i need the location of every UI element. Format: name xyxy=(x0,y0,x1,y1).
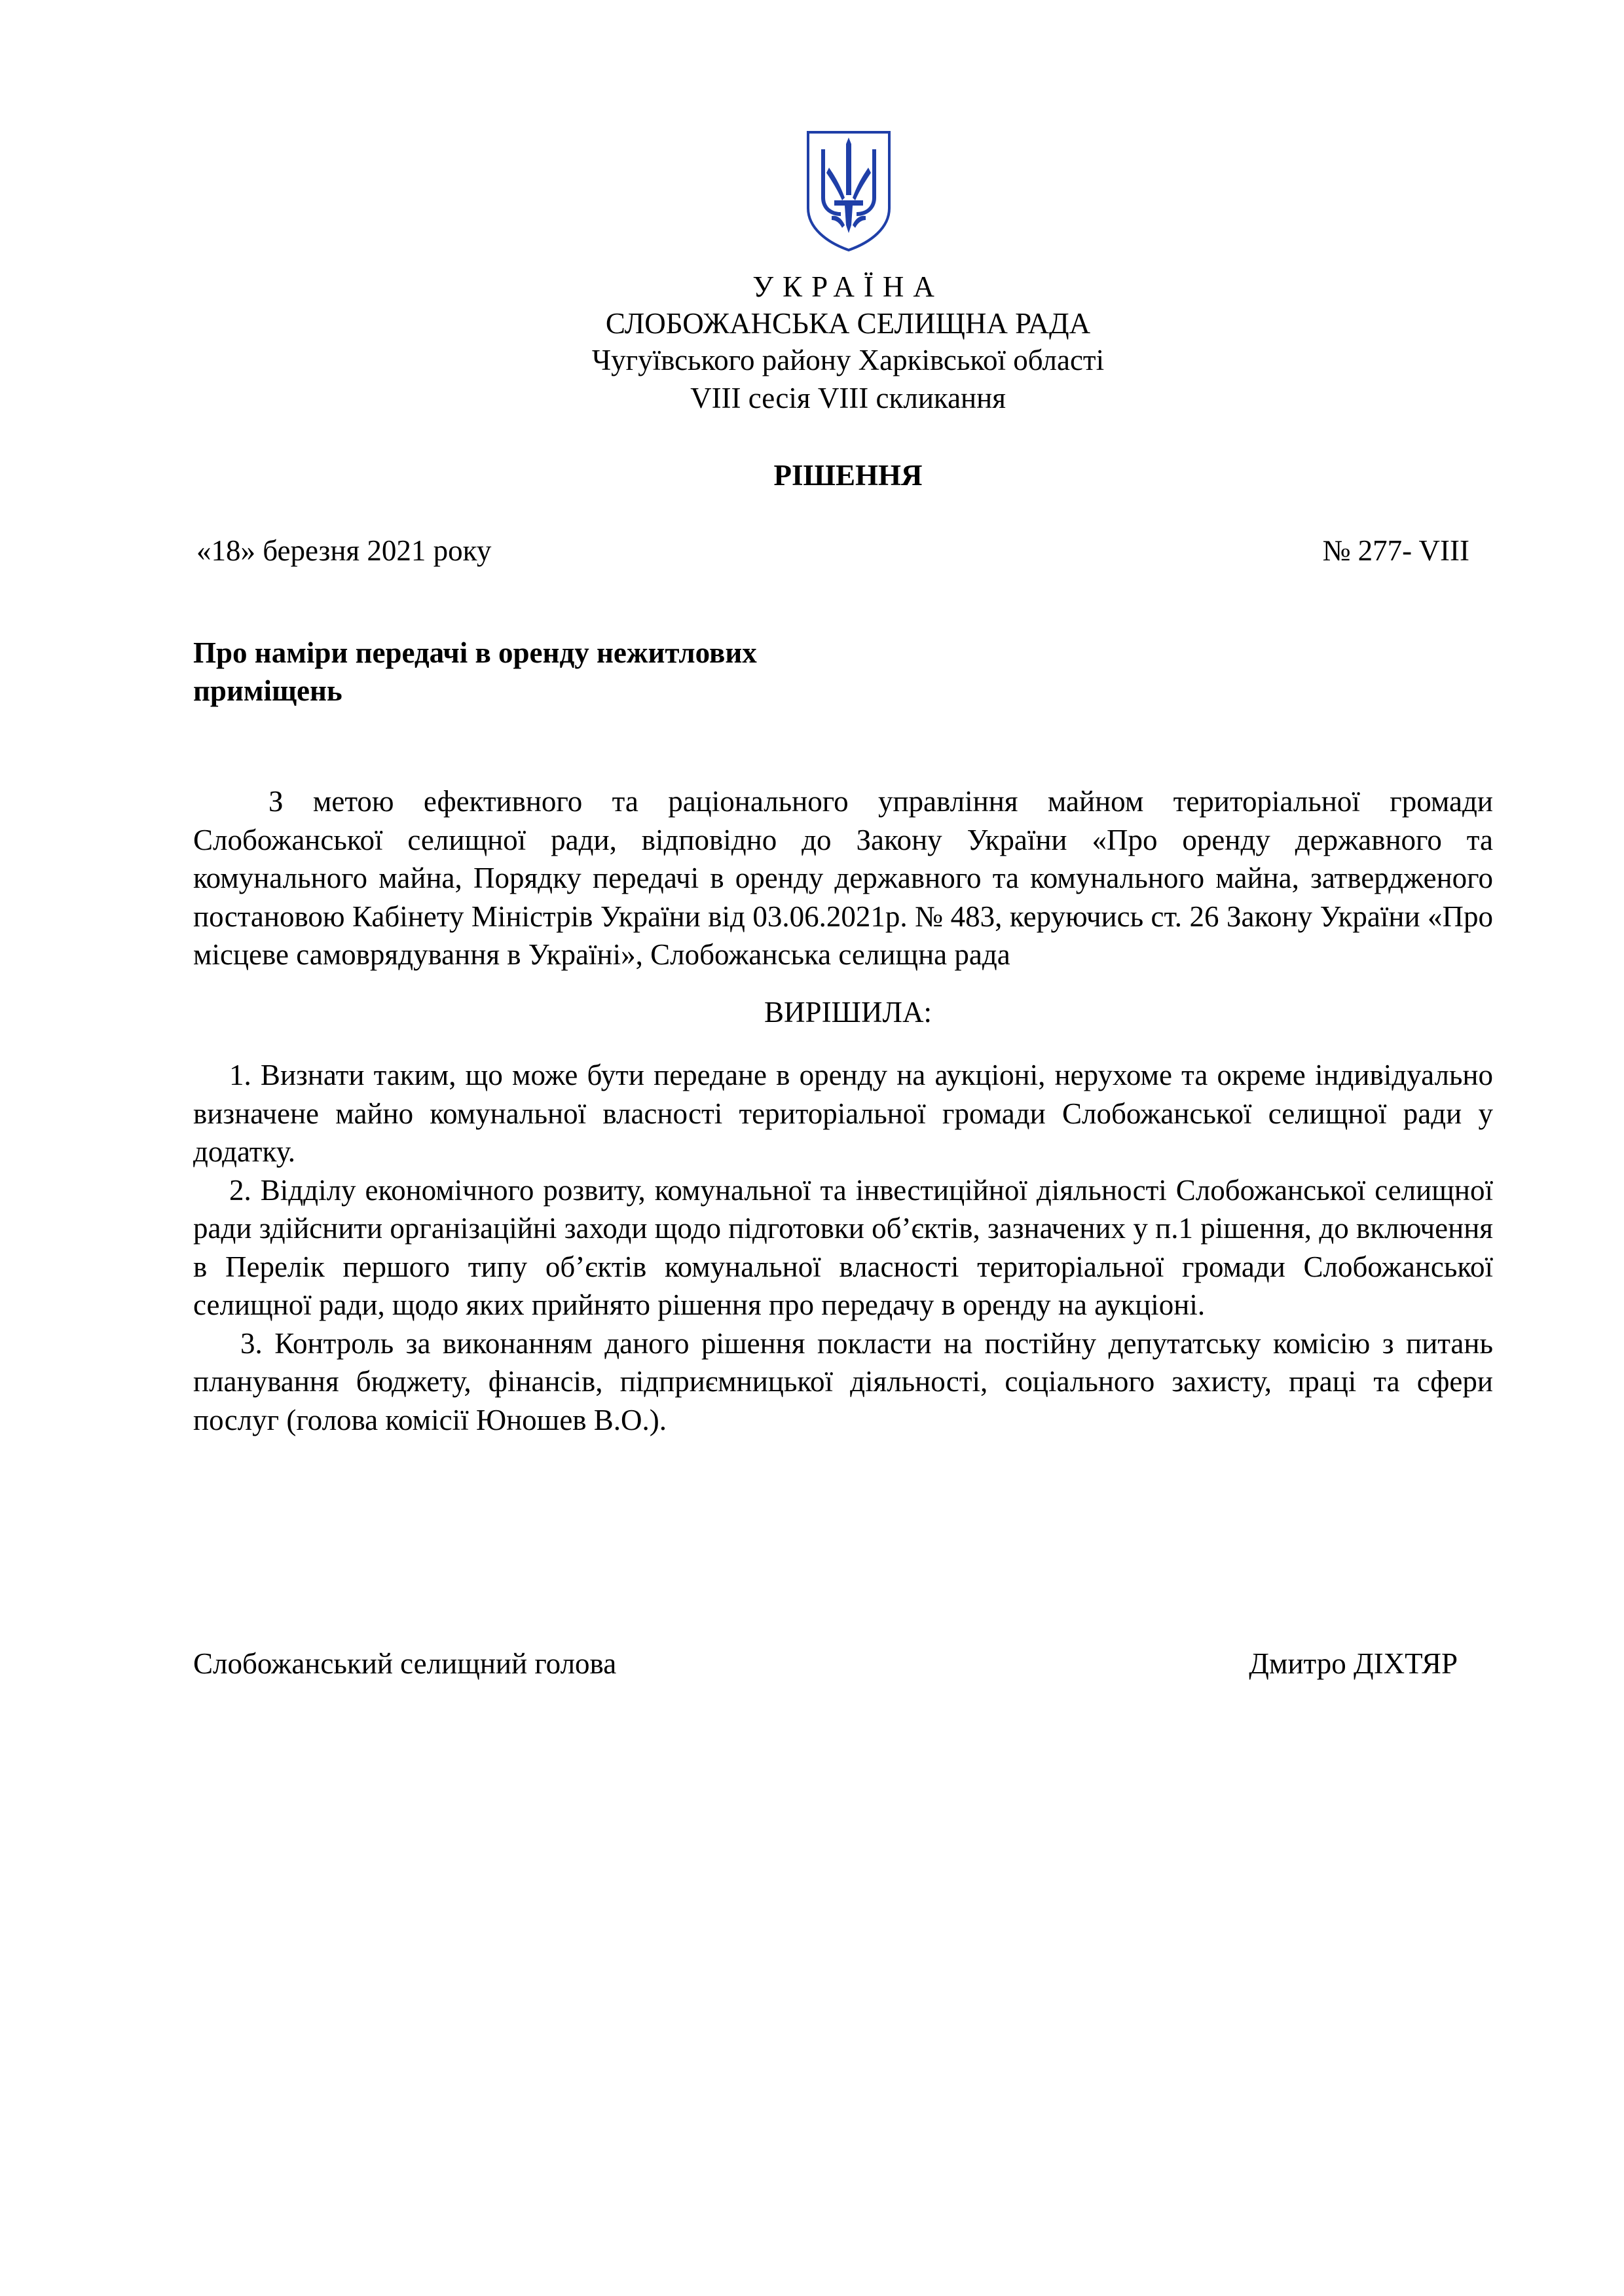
subject-line-1: Про наміри передачі в оренду нежитлових xyxy=(193,636,757,669)
resolved-heading: ВИРІШИЛА: xyxy=(764,996,932,1029)
session-info: VIII сесія VIII скликання xyxy=(690,382,1006,414)
document-type-title: РІШЕННЯ xyxy=(773,459,923,492)
decision-item-1: 1. Визнати таким, що може бути передане в оренду на аукціоні, нерухоме та окреме індивідуально визначене майно комунальної власності територіальної громади Слобожанської селищної ради у додатку. xyxy=(193,1059,1493,1168)
district-name: Чугуївського району Харківської області xyxy=(591,344,1105,376)
subject-line-2: приміщень xyxy=(193,674,342,707)
country-name: УКРАЇНА xyxy=(752,270,944,303)
document-date: «18» березня 2021 року xyxy=(196,534,492,567)
decision-items xyxy=(193,1056,1493,1439)
decision-item-3: 3. Контроль за виконанням даного рішення покласти на постійну депутатську комісію з питань планування бюджету, фінансів, підприємницької діяльності, соціального захисту, праці та сфери послуг (голова комісії Юношев В.О.). xyxy=(193,1326,1493,1436)
preamble-paragraph: З метою ефективного та раціонального управління майном територіальної громади Слобожанської селищної ради, відповідно до Закону України «Про оренду державного та комунального майна, Порядку передачі в оренду державного та комунального майна, затвердженого постановою Кабінету Міністрів України від 03.06.2021р. № 483, керуючись ст. 26 Закону України «Про місцеве самоврядування в Україні», Слобожанська селищна рада xyxy=(193,785,1493,971)
tryzub-coat-of-arms-icon xyxy=(805,130,892,253)
document-subject xyxy=(193,634,913,710)
council-name: СЛОБОЖАНСЬКА СЕЛИЩНА РАДА xyxy=(605,307,1091,340)
signatory-name: Дмитро ДІХТЯР xyxy=(1249,1647,1458,1680)
signatory-role: Слобожанський селищний голова xyxy=(193,1647,617,1680)
document-number: № 277- VIII xyxy=(1322,534,1469,567)
decision-item-2: 2. Відділу економічного розвиту, комунальної та інвестиційної діяльності Слобожанської селищної ради здійснити організаційні заходи щодо підготовки об’єктів, зазначених у п.1 рішення, до включення в Перелік першого типу об’єктів комунальної власності територіальної громади Слобожанської селищної ради, щодо яких прийнято рішення про передачу в оренду на аукціоні. xyxy=(193,1173,1493,1321)
